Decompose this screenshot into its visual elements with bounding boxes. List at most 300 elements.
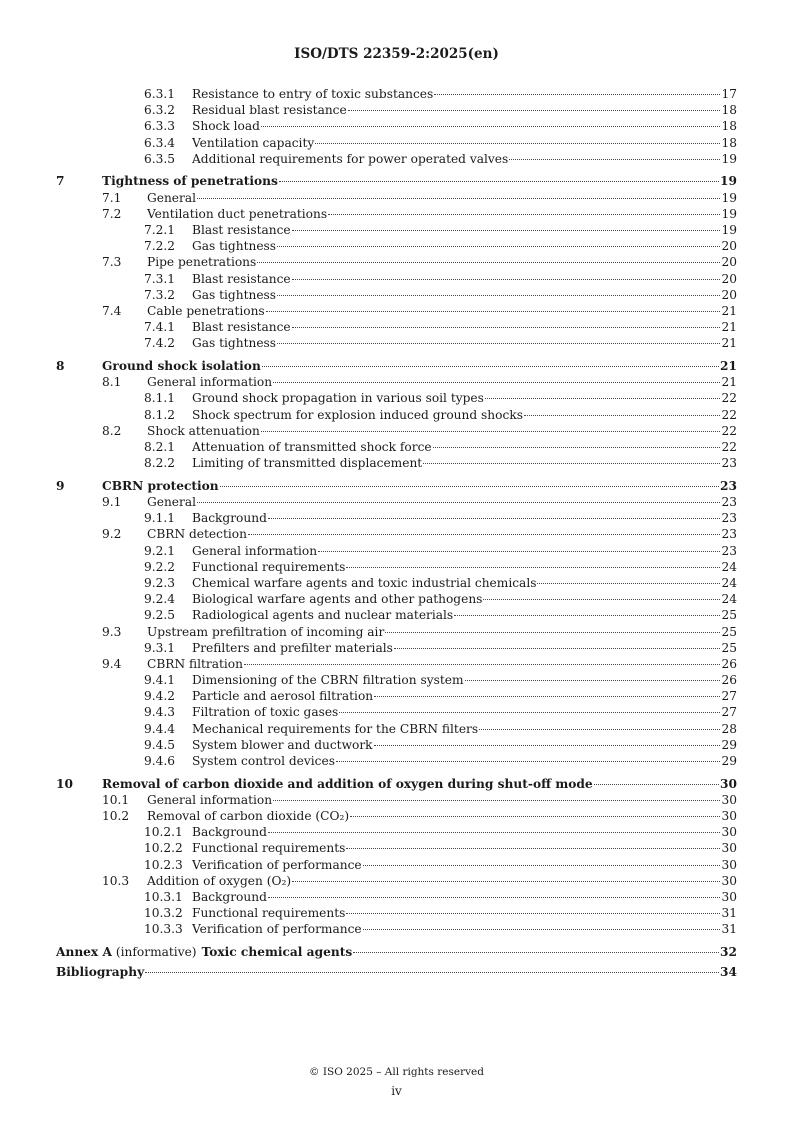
toc-entry-page: 26	[721, 656, 737, 671]
toc-entry-title: Chemical warfare agents and toxic industrial chemicals	[192, 575, 537, 590]
leader-dots	[279, 181, 719, 182]
toc-entry-title: Blast resistance	[192, 271, 291, 286]
toc-entry-title: Tightness of penetrations	[102, 174, 278, 189]
toc-entry-page: 30	[721, 873, 737, 888]
toc-entry-number: 7.4.1	[144, 320, 176, 335]
leader-dots	[292, 327, 721, 328]
toc-entry-link	[147, 190, 737, 206]
leader-dots	[315, 143, 720, 144]
toc-entry-link	[192, 271, 737, 287]
toc-entry-number: 9.2.4	[144, 592, 176, 607]
toc-entry-title: Background	[192, 825, 267, 840]
toc-entry-title: Blast resistance	[192, 320, 291, 335]
toc-entry-page: 24	[721, 592, 737, 607]
toc-entry[interactable]	[56, 423, 737, 439]
toc-entry-page: 23	[721, 527, 737, 542]
toc-entry[interactable]	[56, 857, 737, 873]
leader-dots	[454, 615, 720, 616]
leader-dots	[268, 518, 721, 519]
toc-entry-page: 19	[721, 151, 737, 166]
toc-entry-page: 30	[721, 792, 737, 807]
toc-entry[interactable]	[56, 607, 737, 623]
toc-entry-number: 7.4.2	[144, 336, 176, 351]
toc-entry-title: Particle and aerosol filtration	[192, 689, 374, 704]
toc-entry[interactable]	[56, 287, 737, 303]
toc-entry-link	[192, 688, 737, 704]
toc-entry-page: 25	[721, 640, 737, 655]
toc-entry[interactable]	[56, 824, 737, 840]
toc-entry-title: Mechanical requirements for the CBRN filters	[192, 721, 479, 736]
toc-entry-title: General information	[192, 543, 318, 558]
toc-entry[interactable]	[56, 688, 737, 704]
toc-entry-number: 9.1.1	[144, 511, 176, 526]
toc-entry[interactable]	[56, 102, 737, 118]
toc-entry-page: 30	[721, 890, 737, 904]
toc-entry-title: Ventilation capacity	[192, 135, 315, 150]
toc-entry-title: Removal of carbon dioxide and addition of oxygen during shut-off mode	[102, 776, 593, 791]
toc-entry-number: 9.4.2	[144, 689, 176, 704]
toc-entry-page: 17	[721, 87, 737, 101]
leader-dots	[145, 972, 719, 973]
toc-entry-number: 10.1	[102, 792, 130, 807]
toc-entry-number: 10.2.2	[144, 841, 183, 856]
toc-entry-page: 30	[720, 776, 737, 791]
toc-entry[interactable]	[56, 390, 737, 406]
toc-entry-title: Cable penetrations	[147, 303, 265, 318]
toc-entry-link	[102, 776, 737, 792]
toc-entry-number: 7.3.2	[144, 287, 176, 302]
leader-dots	[273, 800, 720, 801]
toc-entry-title: Attenuation of transmitted shock force	[192, 439, 432, 454]
bibliography-page: 34	[720, 965, 737, 980]
leader-dots	[266, 311, 721, 312]
toc-entry-title: Verification of performance	[192, 857, 362, 872]
leader-dots	[353, 952, 719, 953]
leader-dots	[277, 246, 720, 247]
toc-entry-page: 23	[721, 511, 737, 526]
toc-entry[interactable]	[56, 206, 737, 222]
annex-title: Toxic chemical agents	[201, 945, 353, 960]
toc-entry-link	[147, 494, 737, 510]
leader-dots	[509, 159, 720, 160]
toc-entry-title: Ground shock propagation in various soil types	[192, 391, 484, 406]
leader-dots	[257, 262, 720, 263]
toc-entry-title: Limiting of transmitted displacement	[192, 456, 423, 471]
leader-dots	[346, 848, 720, 849]
toc-entry-title: CBRN detection	[147, 527, 247, 542]
toc-entry[interactable]	[56, 510, 737, 526]
toc-entry[interactable]	[56, 358, 737, 374]
toc-entry-number: 7.2.2	[144, 239, 176, 254]
toc-entry-number: 9.4.3	[144, 705, 176, 720]
toc-entry-link	[102, 358, 737, 374]
toc-entry-title: Shock attenuation	[147, 423, 260, 438]
toc-entry-link	[147, 656, 737, 672]
toc-entry-number: 9.4.4	[144, 721, 176, 736]
toc-entry-number: 10.2.3	[144, 857, 183, 872]
toc-entry[interactable]	[56, 737, 737, 753]
toc-entry-page: 23	[721, 456, 737, 471]
toc-entry-title: Prefilters and prefilter materials	[192, 640, 393, 655]
toc-entry-title: Gas tightness	[192, 239, 277, 254]
toc-entry-link	[192, 591, 737, 607]
toc-entry[interactable]	[56, 86, 737, 102]
toc-entry-number: 8.1.1	[144, 391, 176, 406]
leader-dots	[537, 583, 720, 584]
toc-entry-number: 7.2.1	[144, 223, 176, 237]
toc-entry-page: 27	[721, 705, 737, 720]
toc-entry-number: 7.3	[102, 255, 122, 270]
toc-entry-link	[192, 135, 737, 151]
toc-entry-number: 9.3.1	[144, 640, 176, 655]
toc-entry-link	[192, 238, 737, 254]
toc-entry-page: 19	[721, 190, 737, 205]
toc-entry-title: Functional requirements	[192, 559, 346, 574]
leader-dots	[485, 398, 721, 399]
toc-entry-title: Additional requirements for power operated valves	[192, 151, 509, 166]
toc-entry-page: 19	[721, 206, 737, 221]
toc-entry-link	[192, 222, 737, 238]
leader-dots	[423, 463, 720, 464]
leader-dots	[363, 929, 721, 930]
leader-dots	[336, 761, 721, 762]
toc-entry-link	[192, 407, 737, 423]
toc-entry-page: 22	[721, 423, 737, 438]
toc-entry-link	[192, 559, 737, 575]
toc-entry-link	[147, 624, 737, 640]
toc-entry-link	[147, 423, 737, 439]
toc-entry-number: 6.3.4	[144, 135, 176, 150]
toc-entry-page: 18	[721, 103, 737, 118]
toc-entry[interactable]	[56, 335, 737, 351]
toc-entry-page: 20	[721, 255, 737, 270]
toc-entry-link	[192, 857, 737, 873]
toc-entry[interactable]	[56, 222, 737, 238]
toc-entry-page: 30	[721, 841, 737, 856]
leader-dots	[261, 431, 721, 432]
toc-entry[interactable]	[56, 238, 737, 254]
toc-entry-page: 23	[721, 495, 737, 509]
toc-entry[interactable]	[56, 303, 737, 319]
leader-dots	[292, 881, 720, 882]
toc-entry-title: Background	[192, 890, 267, 904]
toc-entry-link	[147, 808, 737, 824]
toc-entry-number: 10	[56, 776, 73, 791]
toc-entry-page: 18	[721, 135, 737, 150]
toc-entry-page: 21	[721, 320, 737, 335]
toc-entry[interactable]	[56, 455, 737, 471]
toc-bibliography[interactable]	[56, 964, 737, 980]
toc-entry[interactable]	[56, 559, 737, 575]
toc-entry[interactable]	[56, 840, 737, 856]
toc-entry-title: Radiological agents and nuclear materials	[192, 608, 454, 623]
toc-entry-page: 27	[721, 689, 737, 704]
toc-entry[interactable]	[56, 889, 737, 905]
toc-entry-link	[192, 118, 737, 134]
leader-dots	[262, 366, 719, 367]
leader-dots	[434, 94, 720, 95]
toc-entry-title: CBRN filtration	[147, 656, 243, 671]
toc-entry-link	[192, 753, 737, 769]
toc-entry[interactable]	[56, 575, 737, 591]
toc-entry-link	[147, 303, 737, 319]
toc-entry-page: 28	[721, 721, 737, 736]
toc-entry-number: 6.3.2	[144, 103, 176, 118]
toc-entry[interactable]	[56, 374, 737, 390]
toc-entry[interactable]	[56, 118, 737, 134]
toc-entry[interactable]	[56, 808, 737, 824]
toc-entry[interactable]	[56, 526, 737, 542]
leader-dots	[197, 502, 720, 503]
toc-entry-link	[192, 319, 737, 335]
toc-entry-number: 9.1	[102, 495, 122, 509]
toc-entry-page: 30	[721, 809, 737, 824]
toc-entry-number: 8.2	[102, 423, 122, 438]
toc-entry-link	[192, 737, 737, 753]
toc-entry[interactable]	[56, 873, 737, 889]
toc-entry-link	[192, 510, 737, 526]
toc-entry-link	[192, 640, 737, 656]
toc-entry[interactable]	[56, 624, 737, 640]
toc-entry-title: Background	[192, 511, 267, 526]
toc-entry-number: 10.3.3	[144, 922, 183, 937]
document-header: ISO/DTS 22359-2:2025(en)	[294, 46, 499, 62]
toc-entry-link	[192, 390, 737, 406]
toc-entry-title: Shock load	[192, 119, 260, 134]
toc-entry-link	[147, 792, 737, 808]
toc-entry-page: 29	[721, 737, 737, 752]
toc-entry-page: 22	[721, 391, 737, 406]
toc-entry-link	[147, 254, 737, 270]
toc-entry-number: 8.1	[102, 375, 122, 390]
toc-entry-link	[147, 526, 737, 542]
toc-entry-number: 8.2.1	[144, 439, 176, 454]
leader-dots	[483, 599, 720, 600]
toc-entry[interactable]	[56, 905, 737, 921]
leader-dots	[385, 632, 720, 633]
toc-entry-number: 7.2	[102, 206, 122, 221]
toc-entry[interactable]	[56, 591, 737, 607]
toc-entry-link	[102, 173, 737, 189]
toc-annex-a[interactable]	[56, 944, 737, 960]
leader-dots	[197, 198, 720, 199]
toc-entry-page: 25	[721, 608, 737, 623]
toc-entry-number: 10.2.1	[144, 825, 183, 840]
leader-dots	[465, 680, 721, 681]
leader-dots	[394, 648, 721, 649]
toc-entry-number: 7	[56, 174, 65, 189]
toc-entry-title: Upstream prefiltration of incoming air	[147, 624, 385, 639]
toc-entry-title: Gas tightness	[192, 336, 277, 351]
toc-entry-number: 9.4.6	[144, 754, 176, 768]
leader-dots	[268, 832, 721, 833]
toc-entry-link	[192, 455, 737, 471]
toc-entry-number: 10.2	[102, 809, 130, 824]
toc-entry-page: 23	[720, 478, 737, 493]
leader-dots	[363, 865, 721, 866]
toc-entry-number: 8.2.2	[144, 456, 176, 471]
table-of-contents	[56, 86, 737, 980]
toc-entry[interactable]	[56, 543, 737, 559]
toc-entry-title: Removal of carbon dioxide (CO₂)	[147, 809, 350, 824]
toc-entry-number: 9	[56, 478, 65, 493]
toc-entry-link	[192, 575, 737, 591]
toc-entry-link	[192, 704, 737, 720]
toc-entry-title: Resistance to entry of toxic substances	[192, 87, 434, 101]
toc-entry-title: System control devices	[192, 754, 335, 768]
toc-entry-page: 26	[721, 673, 737, 688]
toc-entry-page: 21	[721, 375, 737, 390]
toc-entry-page: 31	[721, 922, 737, 937]
toc-entry-link	[147, 206, 737, 222]
leader-dots	[220, 486, 719, 487]
toc-entry[interactable]	[56, 721, 737, 737]
toc-entry-number: 7.4	[102, 303, 122, 318]
toc-entry-link	[192, 840, 737, 856]
toc-entry[interactable]	[56, 190, 737, 206]
leader-dots	[339, 712, 720, 713]
toc-entry-title: Addition of oxygen (O₂)	[147, 873, 292, 888]
toc-entry[interactable]	[56, 672, 737, 688]
toc-entry-page: 20	[721, 271, 737, 286]
toc-entry-page: 29	[721, 754, 737, 768]
toc-entry-title: CBRN protection	[102, 478, 219, 493]
toc-entry-title: Gas tightness	[192, 287, 277, 302]
toc-entry[interactable]	[56, 478, 737, 494]
toc-entry[interactable]	[56, 656, 737, 672]
toc-entry-title: Verification of performance	[192, 922, 362, 937]
toc-entry-link	[192, 905, 737, 921]
leader-dots	[292, 279, 721, 280]
toc-entry[interactable]	[56, 407, 737, 423]
toc-entry-title: Blast resistance	[192, 223, 291, 237]
toc-entry-link	[192, 102, 737, 118]
toc-entry-number: 9.2.5	[144, 608, 176, 623]
leader-dots	[244, 664, 720, 665]
toc-entry[interactable]	[56, 271, 737, 287]
leader-dots	[594, 784, 719, 785]
toc-entry-page: 24	[721, 575, 737, 590]
toc-entry-number: 9.2	[102, 527, 122, 542]
toc-entry-title: Functional requirements	[192, 841, 346, 856]
toc-entry-number: 9.3	[102, 624, 122, 639]
toc-entry-number: 6.3.1	[144, 87, 176, 101]
leader-dots	[374, 696, 720, 697]
toc-entry[interactable]	[56, 151, 737, 167]
annex-qualifier: (informative)	[115, 945, 197, 960]
toc-entry-link	[192, 824, 737, 840]
toc-entry-page: 30	[721, 825, 737, 840]
leader-dots	[261, 126, 721, 127]
leader-dots	[277, 295, 720, 296]
toc-entry-link	[192, 287, 737, 303]
leader-dots	[524, 415, 721, 416]
toc-entry-title: General	[147, 495, 196, 509]
toc-entry-number: 9.2.1	[144, 543, 176, 558]
toc-entry-number: 9.2.3	[144, 575, 176, 590]
toc-entry-title: Shock spectrum for explosion induced ground shocks	[192, 407, 523, 422]
toc-entry-title: Dimensioning of the CBRN filtration system	[192, 673, 464, 688]
toc-entry-number: 9.4.5	[144, 737, 176, 752]
toc-entry-title: System blower and ductwork	[192, 737, 373, 752]
toc-entry-number: 8.1.2	[144, 407, 176, 422]
toc-entry-link	[192, 721, 737, 737]
toc-entry-title: Filtration of toxic gases	[192, 705, 339, 720]
toc-entry-page: 24	[721, 559, 737, 574]
toc-entry-link	[192, 672, 737, 688]
leader-dots	[374, 745, 721, 746]
toc-entry-link	[192, 335, 737, 351]
toc-entry[interactable]	[56, 776, 737, 792]
toc-entry[interactable]	[56, 704, 737, 720]
toc-entry-link	[192, 151, 737, 167]
toc-entry-page: 19	[720, 174, 737, 189]
toc-entry[interactable]	[56, 494, 737, 510]
leader-dots	[328, 214, 720, 215]
copyright-footer: © ISO 2025 – All rights reserved	[309, 1066, 484, 1078]
toc-entry-title: Residual blast resistance	[192, 103, 347, 118]
page-number: iv	[391, 1084, 402, 1098]
toc-entry-page: 23	[721, 543, 737, 558]
leader-dots	[292, 230, 721, 231]
leader-dots	[346, 913, 720, 914]
toc-entry[interactable]	[56, 135, 737, 151]
toc-entry-page: 20	[721, 287, 737, 302]
leader-dots	[433, 447, 721, 448]
toc-entry[interactable]	[56, 173, 737, 189]
toc-entry-page: 21	[721, 336, 737, 351]
toc-entry-number: 10.3	[102, 873, 130, 888]
toc-entry-link	[102, 478, 737, 494]
toc-entry-number: 9.2.2	[144, 559, 176, 574]
toc-entry-link	[192, 889, 737, 905]
toc-entry-title: Biological warfare agents and other pathogens	[192, 592, 483, 607]
bibliography-title: Bibliography	[56, 965, 145, 980]
toc-entry-page: 19	[721, 223, 737, 237]
toc-entry-number: 6.3.3	[144, 119, 176, 134]
toc-entry-page: 22	[721, 439, 737, 454]
toc-entry-page: 25	[721, 624, 737, 639]
toc-entry-number: 7.3.1	[144, 271, 176, 286]
toc-entry-page: 21	[720, 359, 737, 373]
leader-dots	[318, 551, 720, 552]
toc-entry[interactable]	[56, 439, 737, 455]
toc-entry-number: 8	[56, 359, 65, 373]
toc-entry-link	[192, 439, 737, 455]
toc-entry[interactable]	[56, 792, 737, 808]
toc-entry[interactable]	[56, 254, 737, 270]
toc-entry[interactable]	[56, 319, 737, 335]
toc-entry[interactable]	[56, 753, 737, 769]
leader-dots	[273, 382, 720, 383]
leader-dots	[248, 534, 721, 535]
toc-entry[interactable]	[56, 921, 737, 937]
toc-entry-link	[147, 374, 737, 390]
toc-entry-number: 10.3.1	[144, 890, 183, 904]
toc-entry-page: 18	[721, 119, 737, 134]
toc-entry-link	[192, 921, 737, 937]
toc-entry-link	[192, 607, 737, 623]
toc-entry-number: 9.4	[102, 656, 122, 671]
toc-entry-title: Functional requirements	[192, 906, 346, 921]
toc-entry-page: 21	[721, 303, 737, 318]
annex-label: Annex A	[56, 945, 112, 960]
toc-entry[interactable]	[56, 640, 737, 656]
toc-entry-page: 20	[721, 239, 737, 254]
leader-dots	[348, 110, 721, 111]
toc-entry-number: 6.3.5	[144, 151, 176, 166]
toc-entry-link	[147, 873, 737, 889]
